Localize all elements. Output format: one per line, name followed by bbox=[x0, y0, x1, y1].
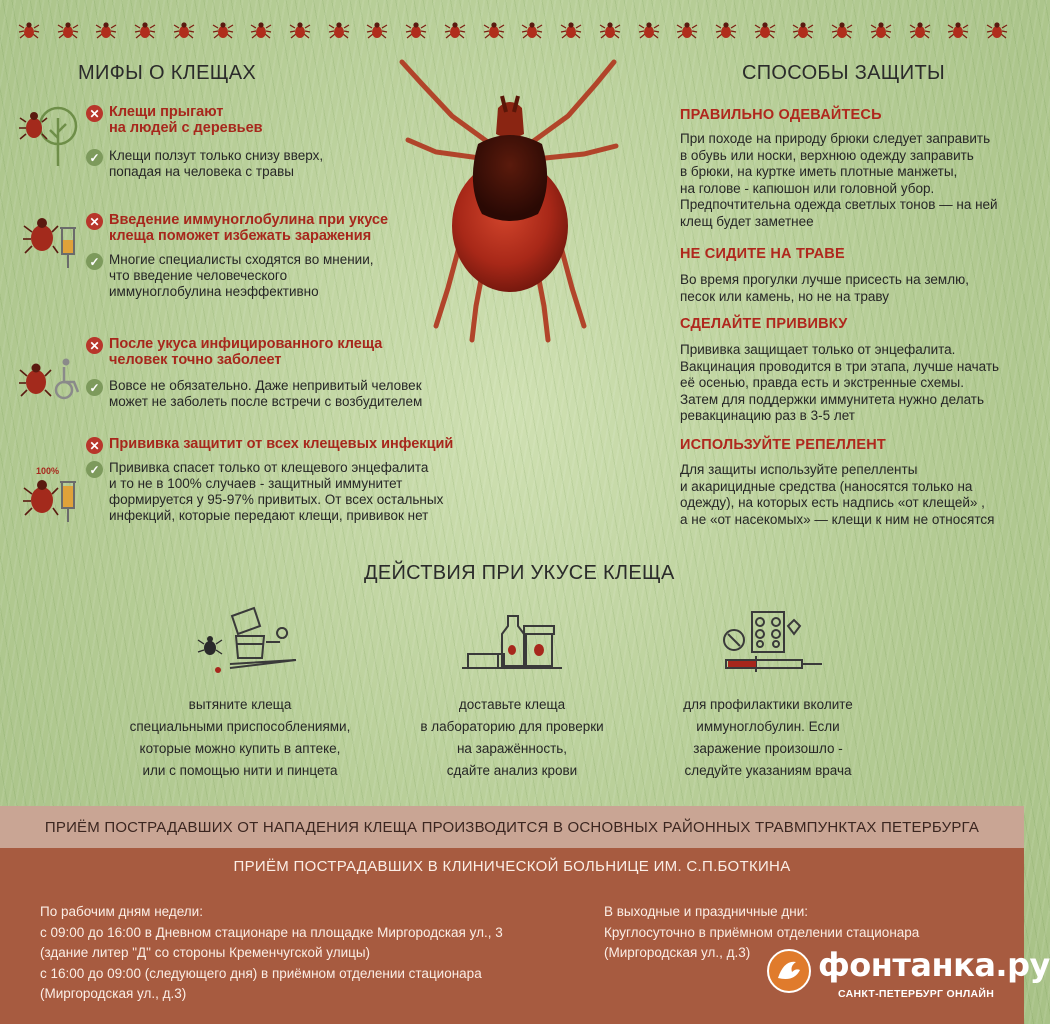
myth-item-3 bbox=[16, 336, 486, 416]
protection-title: СПОСОБЫ ЗАЩИТЫ bbox=[742, 62, 945, 84]
actions-title: ДЕЙСТВИЯ ПРИ УКУСЕ КЛЕЩА bbox=[364, 562, 675, 584]
tick-icon bbox=[134, 19, 156, 41]
truth-text: и то не в 100% случаев - защитный иммунитет bbox=[109, 476, 403, 491]
check-icon: ✓ bbox=[86, 379, 103, 396]
myths-title: МИФЫ О КЛЕЩАХ bbox=[78, 62, 257, 84]
tick-icon bbox=[173, 19, 195, 41]
tick-icon bbox=[715, 19, 737, 41]
tick-icon bbox=[444, 19, 466, 41]
cross-icon: ✕ bbox=[86, 105, 103, 122]
check-icon: ✓ bbox=[86, 253, 103, 270]
truth-text: что введение человеческого bbox=[109, 268, 288, 283]
myth-text: После укуса инфицированного клеща bbox=[109, 336, 383, 352]
myth-text: Клещи прыгают bbox=[109, 104, 224, 120]
action-caption: доставьте клеща в лабораторию для проверки на заражённость, сдайте анализ крови bbox=[420, 697, 604, 778]
protection-heading: СДЕЛАЙТЕ ПРИВИВКУ bbox=[680, 316, 848, 332]
truth-text: Прививка спасет только от клещевого энцефалита bbox=[109, 460, 429, 475]
tick-icon bbox=[909, 19, 931, 41]
syringe-pills-icon bbox=[722, 604, 826, 674]
fontanka-logo bbox=[766, 944, 1050, 1004]
truth-text: формируется у 95-97% привитых. От всех остальных bbox=[109, 492, 444, 507]
tweezers-jar-icon bbox=[196, 604, 300, 674]
tick-icon bbox=[483, 19, 505, 41]
protection-heading: ПРАВИЛЬНО ОДЕВАЙТЕСЬ bbox=[680, 107, 882, 123]
tick-icon bbox=[870, 19, 892, 41]
tick-icon bbox=[754, 19, 776, 41]
truth-text: может не заболеть после встречи с возбудителем bbox=[109, 394, 423, 409]
tick-vial-icon bbox=[20, 474, 84, 538]
tick-icon bbox=[18, 19, 40, 41]
cross-icon: ✕ bbox=[86, 213, 103, 230]
truth-text: Многие специалисты сходятся во мнении, bbox=[109, 252, 374, 267]
tick-icon bbox=[638, 19, 660, 41]
tick-icon bbox=[676, 19, 698, 41]
cross-icon: ✕ bbox=[86, 437, 103, 454]
tick-icon bbox=[560, 19, 582, 41]
truth-text: Клещи ползут только снизу вверх, bbox=[109, 148, 324, 163]
check-icon: ✓ bbox=[86, 149, 103, 166]
truth-text: Вовсе не обязательно. Даже непривитый человек bbox=[109, 378, 422, 393]
tick-icon bbox=[57, 19, 79, 41]
fontanka-logo-icon bbox=[766, 948, 812, 994]
weekday-schedule: По рабочим дням недели: с 09:00 до 16:00 в Дневном стационаре на площадке Миргородская ул., 3 (здание литер "Д" со стороны Кременчугской улицы) с 16:00 до 09:00 (следующего дня) в приёмном отделении стационара (Миргородская ул., д.3) bbox=[40, 904, 503, 1001]
protection-heading: НЕ СИДИТЕ НА ТРАВЕ bbox=[680, 246, 845, 262]
tick-icon bbox=[328, 19, 350, 41]
hospital-info-panel bbox=[0, 848, 1050, 1024]
lab-jar-icon bbox=[460, 604, 564, 674]
truth-text: инфекций, которые передают клещи, прививок нет bbox=[109, 508, 429, 523]
tree-tick-icon bbox=[16, 104, 80, 168]
protection-text: Прививка защищает только от энцефалита. Вакцинация проводится в три этапа, лучше начать её осенью, правда есть и экстренные схемы. Затем для поддержки иммунитета нужно делать ревакцинацию раз в 3-5 лет bbox=[680, 342, 1000, 423]
logo-text: фонтанка.ру bbox=[818, 946, 1050, 984]
tick-icon bbox=[831, 19, 853, 41]
myth-text: клеща поможет избежать заражения bbox=[109, 228, 372, 244]
protection-text: Для защиты используйте репелленты и акарицидные средства (наносятся только на одежду), на которых есть надпись «от клещей» , а не «от насекомых» — клещи к ним не относятся bbox=[680, 462, 995, 527]
protection-heading: ИСПОЛЬЗУЙТЕ РЕПЕЛЛЕНТ bbox=[680, 437, 886, 453]
tick-icon bbox=[405, 19, 427, 41]
cross-icon: ✕ bbox=[86, 337, 103, 354]
percent-label: 100% bbox=[36, 466, 60, 476]
tick-icon bbox=[521, 19, 543, 41]
myth-text: человек точно заболеет bbox=[109, 352, 282, 368]
tick-icon bbox=[95, 19, 117, 41]
check-icon: ✓ bbox=[86, 461, 103, 478]
tick-icon bbox=[599, 19, 621, 41]
tick-icon bbox=[792, 19, 814, 41]
truth-text: попадая на человека с травы bbox=[109, 164, 294, 179]
logo-subtitle: САНКТ-ПЕТЕРБУРГ ОНЛАЙН bbox=[838, 988, 995, 1000]
weekend-schedule: В выходные и праздничные дни: Круглосуточно в приёмном отделении стационара (Миргородская ул., д.3) bbox=[604, 904, 920, 960]
hospital-title: ПРИЁМ ПОСТРАДАВШИХ В КЛИНИЧЕСКОЙ БОЛЬНИЦЕ ИМ. С.П.БОТКИНА bbox=[233, 858, 791, 875]
tick-icon bbox=[250, 19, 272, 41]
tick-icon bbox=[366, 19, 388, 41]
tick-illustration bbox=[392, 56, 628, 348]
protection-text: Во время прогулки лучше присесть на землю, песок или камень, но не на траву bbox=[680, 272, 969, 304]
action-caption: вытяните клеща специальными приспособлениями, которые можно купить в аптеке, или с помощью нити и пинцета bbox=[129, 697, 351, 778]
myth-text: на людей с деревьев bbox=[109, 120, 263, 136]
action-caption: для профилактики вколите иммуноглобулин. Если заражение произошло - следуйте указаниям врача bbox=[683, 697, 853, 778]
myth-text: Введение иммуноглобулина при укусе bbox=[109, 212, 389, 228]
tick-icon bbox=[986, 19, 1008, 41]
truth-text: иммуноглобулина неэффективно bbox=[109, 284, 319, 299]
tick-icon bbox=[212, 19, 234, 41]
trauma-centers-banner: ПРИЁМ ПОСТРАДАВШИХ ОТ НАПАДЕНИЯ КЛЕЩА ПРОИЗВОДИТСЯ В ОСНОВНЫХ РАЙОННЫХ ТРАВМПУНКТАХ ПЕТЕРБУРГА bbox=[0, 806, 1024, 848]
myth-item-4 bbox=[16, 436, 486, 532]
tick-icon bbox=[947, 19, 969, 41]
tick-decor-strip bbox=[18, 16, 1008, 44]
myth-text: Прививка защитит от всех клещевых инфекций bbox=[109, 436, 454, 452]
tick-icon bbox=[289, 19, 311, 41]
tick-vial-icon bbox=[20, 212, 84, 276]
protection-text: При походе на природу брюки следует заправить в обувь или носки, верхнюю одежду заправить в брюки, на куртке иметь плотные манжеты, на голове - капюшон или головной убор. Предпочтительна одежда светлых тонов — на ней клещ будет заметнее bbox=[680, 131, 998, 229]
tick-wheelchair-icon bbox=[18, 350, 82, 414]
